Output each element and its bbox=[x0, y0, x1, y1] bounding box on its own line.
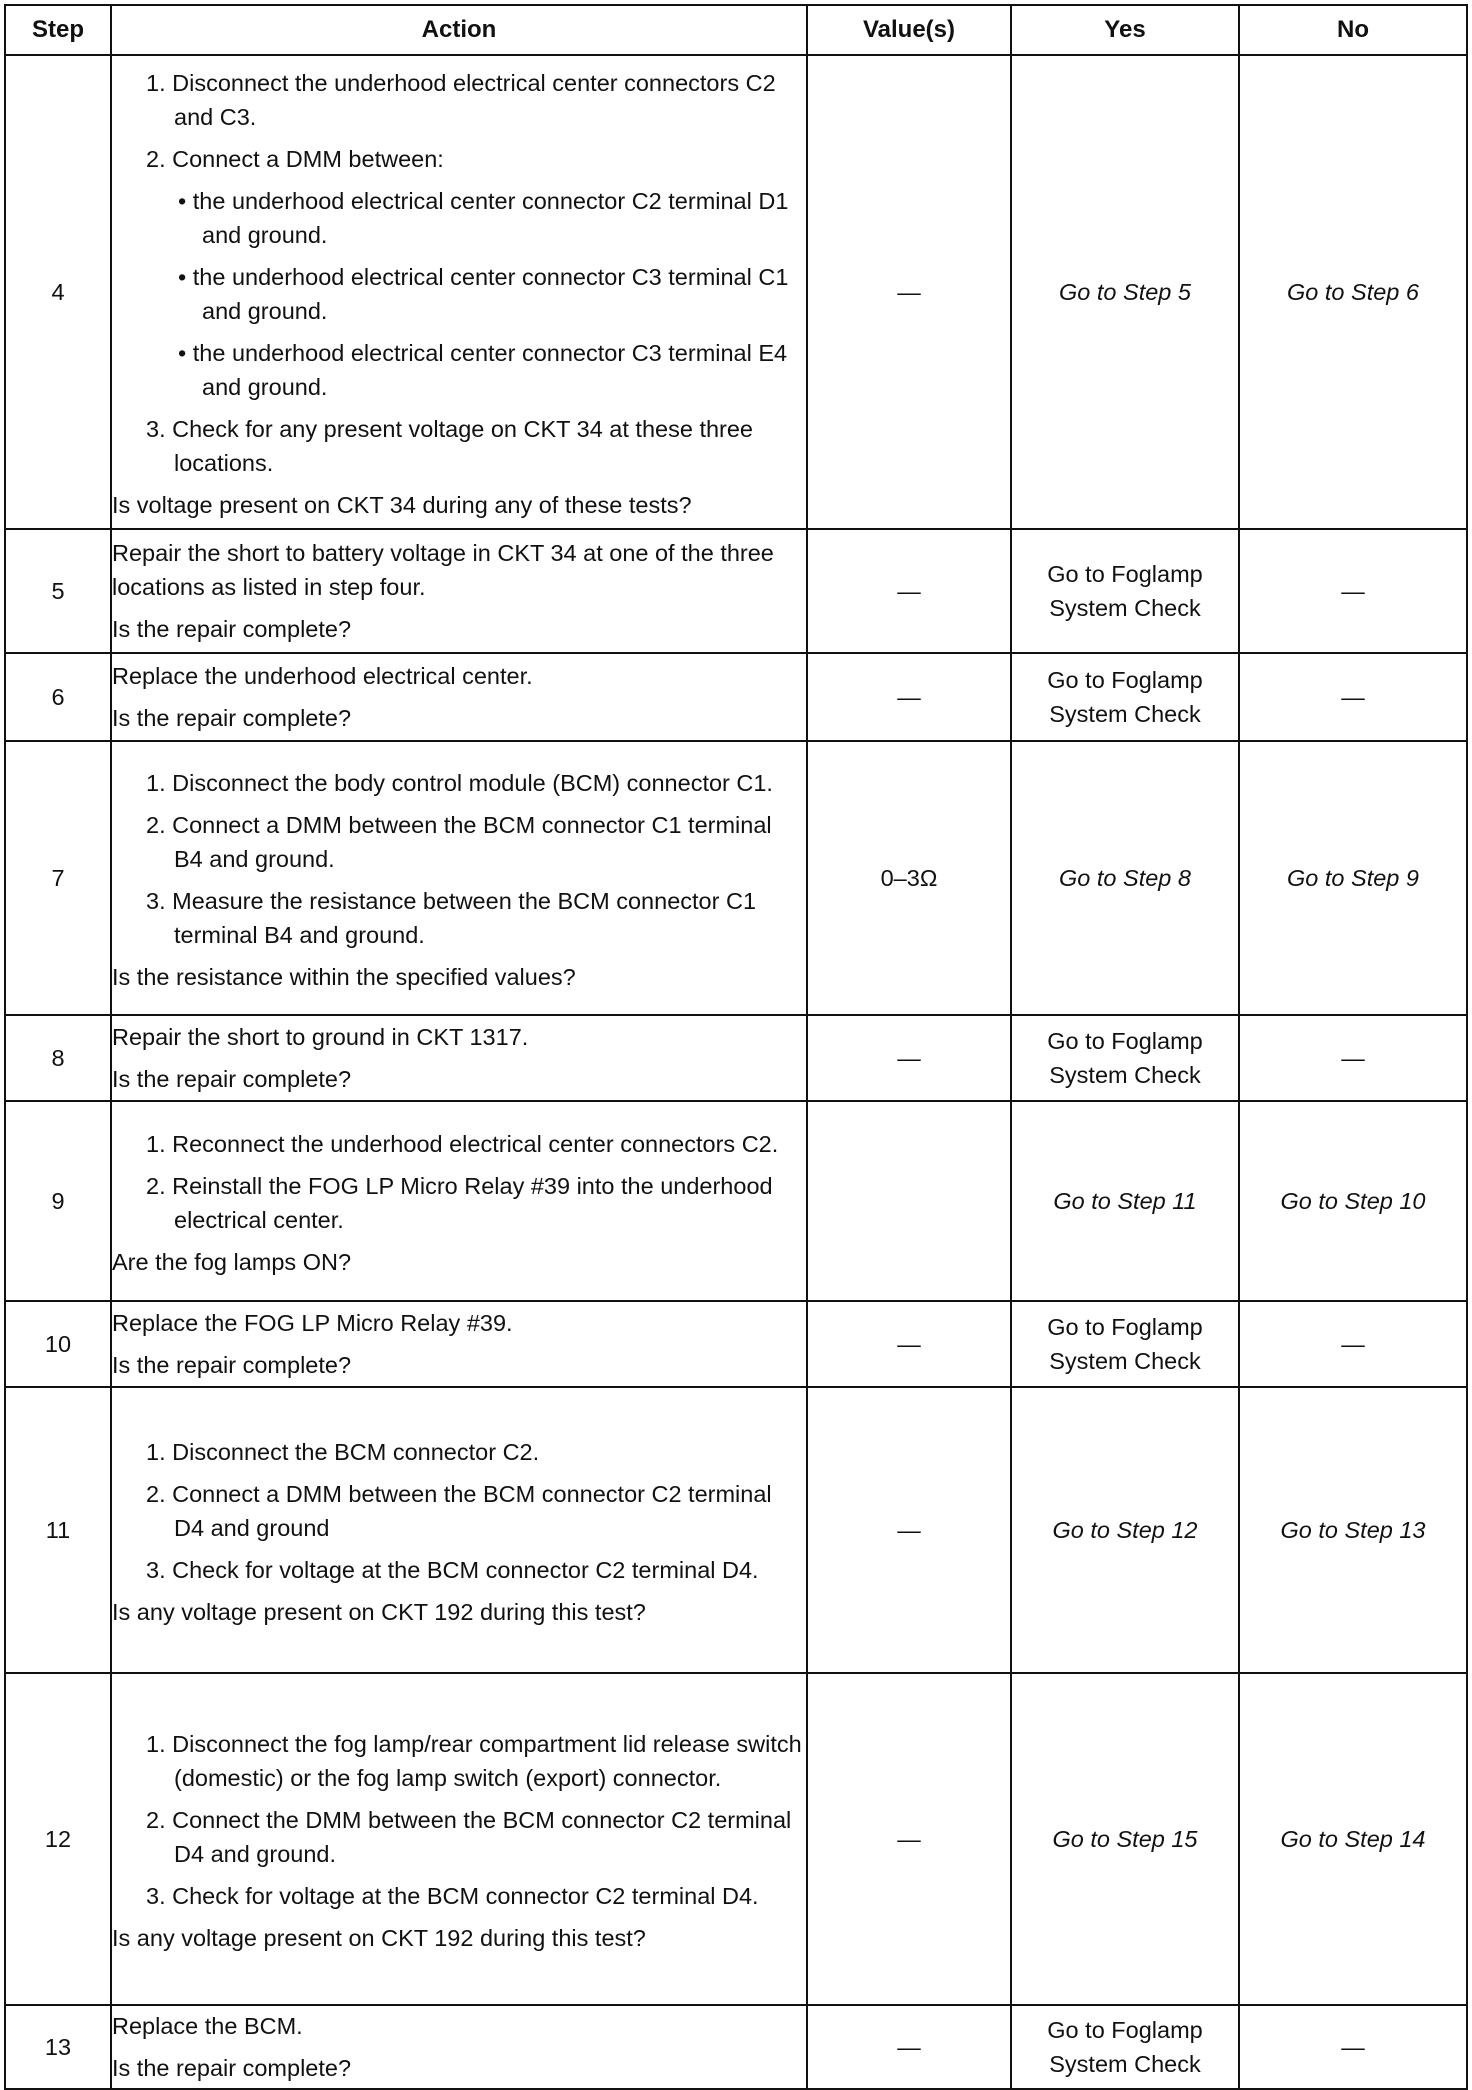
action-cell bbox=[111, 55, 807, 529]
yes-action: Go to Foglamp System Check bbox=[1011, 653, 1239, 741]
action-question: Is any voltage present on CKT 192 during this test? bbox=[112, 1599, 646, 1625]
table-row bbox=[5, 2005, 1467, 2089]
action-text: Repair the short to ground in CKT 1317. bbox=[112, 1024, 529, 1050]
action-question: Is the repair complete? bbox=[112, 2055, 352, 2081]
table-row bbox=[5, 55, 1467, 529]
value-cell: — bbox=[807, 1673, 1011, 2005]
no-action: Go to Step 6 bbox=[1239, 55, 1467, 529]
no-action: — bbox=[1239, 1301, 1467, 1387]
header-no: No bbox=[1239, 5, 1467, 55]
yes-action: Go to Step 12 bbox=[1011, 1387, 1239, 1673]
table-row bbox=[5, 653, 1467, 741]
table-row bbox=[5, 1301, 1467, 1387]
action-question: Is the resistance within the specified values? bbox=[112, 964, 576, 990]
value-cell bbox=[807, 1101, 1011, 1301]
action-step: 3. Check for voltage at the BCM connector C2 terminal D4. bbox=[146, 1883, 759, 1909]
action-text: Replace the BCM. bbox=[112, 2013, 303, 2039]
value-cell: — bbox=[807, 529, 1011, 653]
header-yes: Yes bbox=[1011, 5, 1239, 55]
action-text: Replace the underhood electrical center. bbox=[112, 663, 533, 689]
action-cell bbox=[111, 2005, 807, 2089]
action-question: Is voltage present on CKT 34 during any of these tests? bbox=[112, 492, 692, 518]
yes-action: Go to Foglamp System Check bbox=[1011, 1301, 1239, 1387]
no-action: — bbox=[1239, 653, 1467, 741]
action-cell bbox=[111, 1387, 807, 1673]
value-cell: — bbox=[807, 1015, 1011, 1101]
no-action: — bbox=[1239, 2005, 1467, 2089]
step-number: 13 bbox=[5, 2005, 111, 2089]
step-number: 6 bbox=[5, 653, 111, 741]
no-action: — bbox=[1239, 1015, 1467, 1101]
value-cell: — bbox=[807, 55, 1011, 529]
action-question: Are the fog lamps ON? bbox=[112, 1249, 352, 1275]
action-bullet: • the underhood electrical center connector C2 terminal D1 and ground. bbox=[178, 188, 789, 248]
no-action: Go to Step 9 bbox=[1239, 741, 1467, 1015]
header-values: Value(s) bbox=[807, 5, 1011, 55]
action-cell bbox=[111, 1673, 807, 2005]
action-step: 2. Connect a DMM between the BCM connector C2 terminal D4 and ground bbox=[146, 1481, 772, 1541]
action-question: Is the repair complete? bbox=[112, 1352, 352, 1378]
header-action: Action bbox=[111, 5, 807, 55]
table-row bbox=[5, 529, 1467, 653]
action-cell bbox=[111, 529, 807, 653]
action-step: 3. Check for any present voltage on CKT 34 at these three locations. bbox=[146, 416, 754, 476]
no-action: Go to Step 14 bbox=[1239, 1673, 1467, 2005]
step-number: 8 bbox=[5, 1015, 111, 1101]
action-cell bbox=[111, 1101, 807, 1301]
no-action: Go to Step 13 bbox=[1239, 1387, 1467, 1673]
action-step: 1. Reconnect the underhood electrical center connectors C2. bbox=[146, 1131, 779, 1157]
action-step: 3. Check for voltage at the BCM connector C2 terminal D4. bbox=[146, 1557, 759, 1583]
action-text: Repair the short to battery voltage in CKT 34 at one of the three locations as listed in step four. bbox=[112, 540, 774, 600]
no-action: Go to Step 10 bbox=[1239, 1101, 1467, 1301]
value-cell: 0–3Ω bbox=[807, 741, 1011, 1015]
table-row bbox=[5, 1387, 1467, 1673]
no-action: — bbox=[1239, 529, 1467, 653]
header-step: Step bbox=[5, 5, 111, 55]
action-step: 2. Connect the DMM between the BCM connector C2 terminal D4 and ground. bbox=[146, 1807, 792, 1867]
value-cell: — bbox=[807, 2005, 1011, 2089]
value-cell: — bbox=[807, 653, 1011, 741]
action-bullet: • the underhood electrical center connector C3 terminal E4 and ground. bbox=[178, 340, 788, 400]
action-question: Is the repair complete? bbox=[112, 705, 352, 731]
step-number: 7 bbox=[5, 741, 111, 1015]
table-row bbox=[5, 1673, 1467, 2005]
action-question: Is the repair complete? bbox=[112, 616, 352, 642]
value-cell: — bbox=[807, 1301, 1011, 1387]
action-step: 2. Connect a DMM between the BCM connector C1 terminal B4 and ground. bbox=[146, 812, 772, 872]
action-step: 3. Measure the resistance between the BCM connector C1 terminal B4 and ground. bbox=[146, 888, 757, 948]
step-number: 11 bbox=[5, 1387, 111, 1673]
action-step: 2. Reinstall the FOG LP Micro Relay #39 into the underhood electrical center. bbox=[146, 1173, 773, 1233]
action-cell bbox=[111, 1301, 807, 1387]
action-step: 1. Disconnect the underhood electrical center connectors C2 and C3. bbox=[146, 70, 776, 130]
action-text: Replace the FOG LP Micro Relay #39. bbox=[112, 1310, 513, 1336]
action-step: 2. Connect a DMM between: bbox=[146, 146, 444, 172]
step-number: 4 bbox=[5, 55, 111, 529]
action-step: 1. Disconnect the fog lamp/rear compartment lid release switch (domestic) or the fog lamp switch (export) connector. bbox=[146, 1731, 802, 1791]
step-number: 9 bbox=[5, 1101, 111, 1301]
action-question: Is any voltage present on CKT 192 during this test? bbox=[112, 1925, 646, 1951]
step-number: 5 bbox=[5, 529, 111, 653]
yes-action: Go to Foglamp System Check bbox=[1011, 1015, 1239, 1101]
diagnostic-table bbox=[4, 4, 1468, 2090]
yes-action: Go to Step 8 bbox=[1011, 741, 1239, 1015]
yes-action: Go to Step 15 bbox=[1011, 1673, 1239, 2005]
action-cell bbox=[111, 1015, 807, 1101]
yes-action: Go to Foglamp System Check bbox=[1011, 2005, 1239, 2089]
action-step: 1. Disconnect the body control module (BCM) connector C1. bbox=[146, 770, 773, 796]
action-cell bbox=[111, 741, 807, 1015]
step-number: 12 bbox=[5, 1673, 111, 2005]
step-number: 10 bbox=[5, 1301, 111, 1387]
yes-action: Go to Step 11 bbox=[1011, 1101, 1239, 1301]
action-question: Is the repair complete? bbox=[112, 1066, 352, 1092]
yes-action: Go to Foglamp System Check bbox=[1011, 529, 1239, 653]
value-cell: — bbox=[807, 1387, 1011, 1673]
action-step: 1. Disconnect the BCM connector C2. bbox=[146, 1439, 540, 1465]
action-bullet: • the underhood electrical center connector C3 terminal C1 and ground. bbox=[178, 264, 789, 324]
table-row bbox=[5, 741, 1467, 1015]
table-row bbox=[5, 1101, 1467, 1301]
yes-action: Go to Step 5 bbox=[1011, 55, 1239, 529]
table-row bbox=[5, 1015, 1467, 1101]
header-row bbox=[5, 5, 1467, 55]
action-cell bbox=[111, 653, 807, 741]
